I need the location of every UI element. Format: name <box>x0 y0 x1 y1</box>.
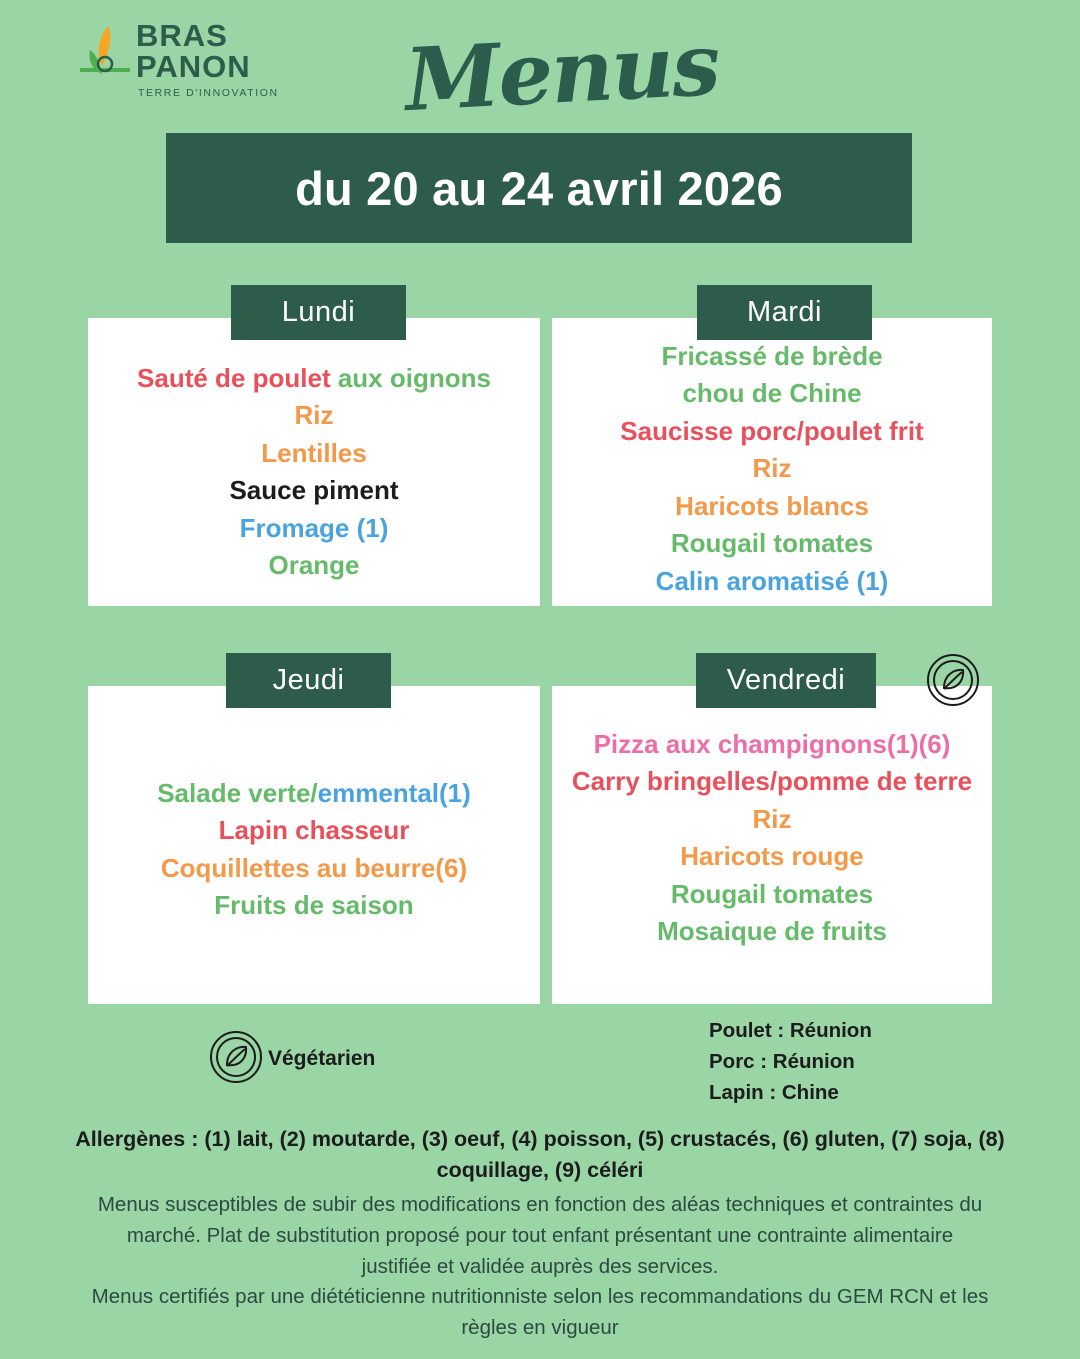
leaf-badge-icon <box>926 653 980 707</box>
menus-script-title: Menus <box>402 13 721 132</box>
dish-text: Fricassé de brède <box>661 341 883 371</box>
dish-item <box>88 812 540 849</box>
dish-text: Lapin chasseur <box>218 815 410 846</box>
dish-text: emmental(1) <box>317 778 471 808</box>
dish-text: Salade verte/ <box>157 778 318 808</box>
dish-item <box>88 775 540 812</box>
brand-logo <box>78 18 288 103</box>
dish-text: Carry bringelles/pomme de terre <box>571 766 973 797</box>
dish-text: Rougail tomates <box>670 878 874 909</box>
day-tab-jeudi <box>226 653 391 708</box>
dish-text: Lentilles <box>261 437 367 468</box>
brand-tagline: TERRE D'INNOVATION <box>138 87 279 99</box>
dish-text: Riz <box>752 453 792 484</box>
dish-item <box>552 838 992 875</box>
dish-list-vendredi <box>552 726 992 951</box>
dish-text: Haricots blancs <box>675 490 869 521</box>
dish-item <box>552 913 992 950</box>
dish-text: Sauce piment <box>229 475 399 506</box>
leaf-bird-logo-icon <box>78 24 134 86</box>
brand-line-1: BRAS <box>136 18 228 53</box>
dish-text: Fromage (1) <box>239 512 389 543</box>
dish-text: chou de Chine <box>682 378 862 409</box>
disclaimer-line-1: Menus susceptibles de subir des modifications en fonction des aléas techniques et contraintes du marché. Plat de substitution proposé pour tout enfant présentant une contrainte alimentaire justifiée et validée auprès des services. <box>97 1193 983 1278</box>
date-range-text: du 20 au 24 avril 2026 <box>295 161 783 215</box>
dish-text: Sauté de poulet <box>137 363 338 393</box>
dish-item <box>88 435 540 472</box>
day-tab-label: Lundi <box>281 296 356 328</box>
dish-item <box>552 801 992 838</box>
dish-item <box>88 850 540 887</box>
dish-item <box>552 726 992 763</box>
meat-origins-list <box>709 1015 872 1108</box>
origin-item: Lapin : Chine <box>709 1081 839 1105</box>
dish-text: aux oignons <box>337 363 491 393</box>
dish-item <box>88 360 540 397</box>
brand-line-2: PANON <box>136 49 251 84</box>
dish-text: Haricots rouge <box>680 841 864 872</box>
dish-item <box>552 563 992 600</box>
vegetarian-legend-label: Végétarien <box>268 1047 376 1070</box>
dish-item <box>88 510 540 547</box>
dish-item <box>552 413 992 450</box>
day-tab-label: Mardi <box>746 296 822 328</box>
dish-item <box>88 397 540 434</box>
dish-list-mardi <box>552 338 992 600</box>
dish-item <box>88 472 540 509</box>
day-tab-lundi <box>231 285 406 340</box>
leaf-badge-icon <box>209 1030 263 1084</box>
dish-item <box>88 547 540 584</box>
dish-text: Coquillettes au beurre(6) <box>160 852 468 883</box>
allergens-note: Allergènes : (1) lait, (2) moutarde, (3) oeuf, (4) poisson, (5) crustacés, (6) gluten, (7) soja, (8) coquillage, (9) céléri <box>75 1127 1005 1182</box>
origin-item: Porc : Réunion <box>709 1050 855 1074</box>
day-tab-label: Jeudi <box>272 664 345 696</box>
dish-text: Rougail tomates <box>670 528 874 559</box>
dish-text: Fruits de saison <box>214 890 414 921</box>
dish-text: Riz <box>294 400 334 431</box>
dish-item <box>552 763 992 800</box>
disclaimer-line-2: Menus certifiés par une diététicienne nutritionniste selon les recommandations du GEM RCN et les règles en vigueur <box>91 1285 989 1339</box>
dish-item <box>552 375 992 412</box>
dish-text: Pizza aux champignons(1)(6) <box>593 729 951 759</box>
dish-item <box>552 525 992 562</box>
origin-item: Poulet : Réunion <box>709 1019 872 1042</box>
dish-item <box>88 887 540 924</box>
disclaimer-note <box>90 1190 990 1344</box>
day-tab-mardi <box>697 285 872 340</box>
dish-text: Mosaique de fruits <box>657 916 887 947</box>
dish-list-lundi <box>88 360 540 585</box>
day-tab-label: Vendredi <box>726 664 846 696</box>
dish-item <box>552 488 992 525</box>
dish-item <box>552 876 992 913</box>
date-range-banner <box>166 133 912 243</box>
dish-text: Saucisse porc/poulet frit <box>620 415 924 446</box>
dish-item <box>552 338 992 375</box>
brand-wordmark <box>136 20 279 99</box>
dish-text: Riz <box>752 803 792 834</box>
dish-item <box>552 450 992 487</box>
day-tab-vendredi <box>696 653 876 708</box>
dish-text: Orange <box>268 550 360 581</box>
dish-list-jeudi <box>88 775 540 925</box>
dish-text: Calin aromatisé (1) <box>655 565 889 596</box>
